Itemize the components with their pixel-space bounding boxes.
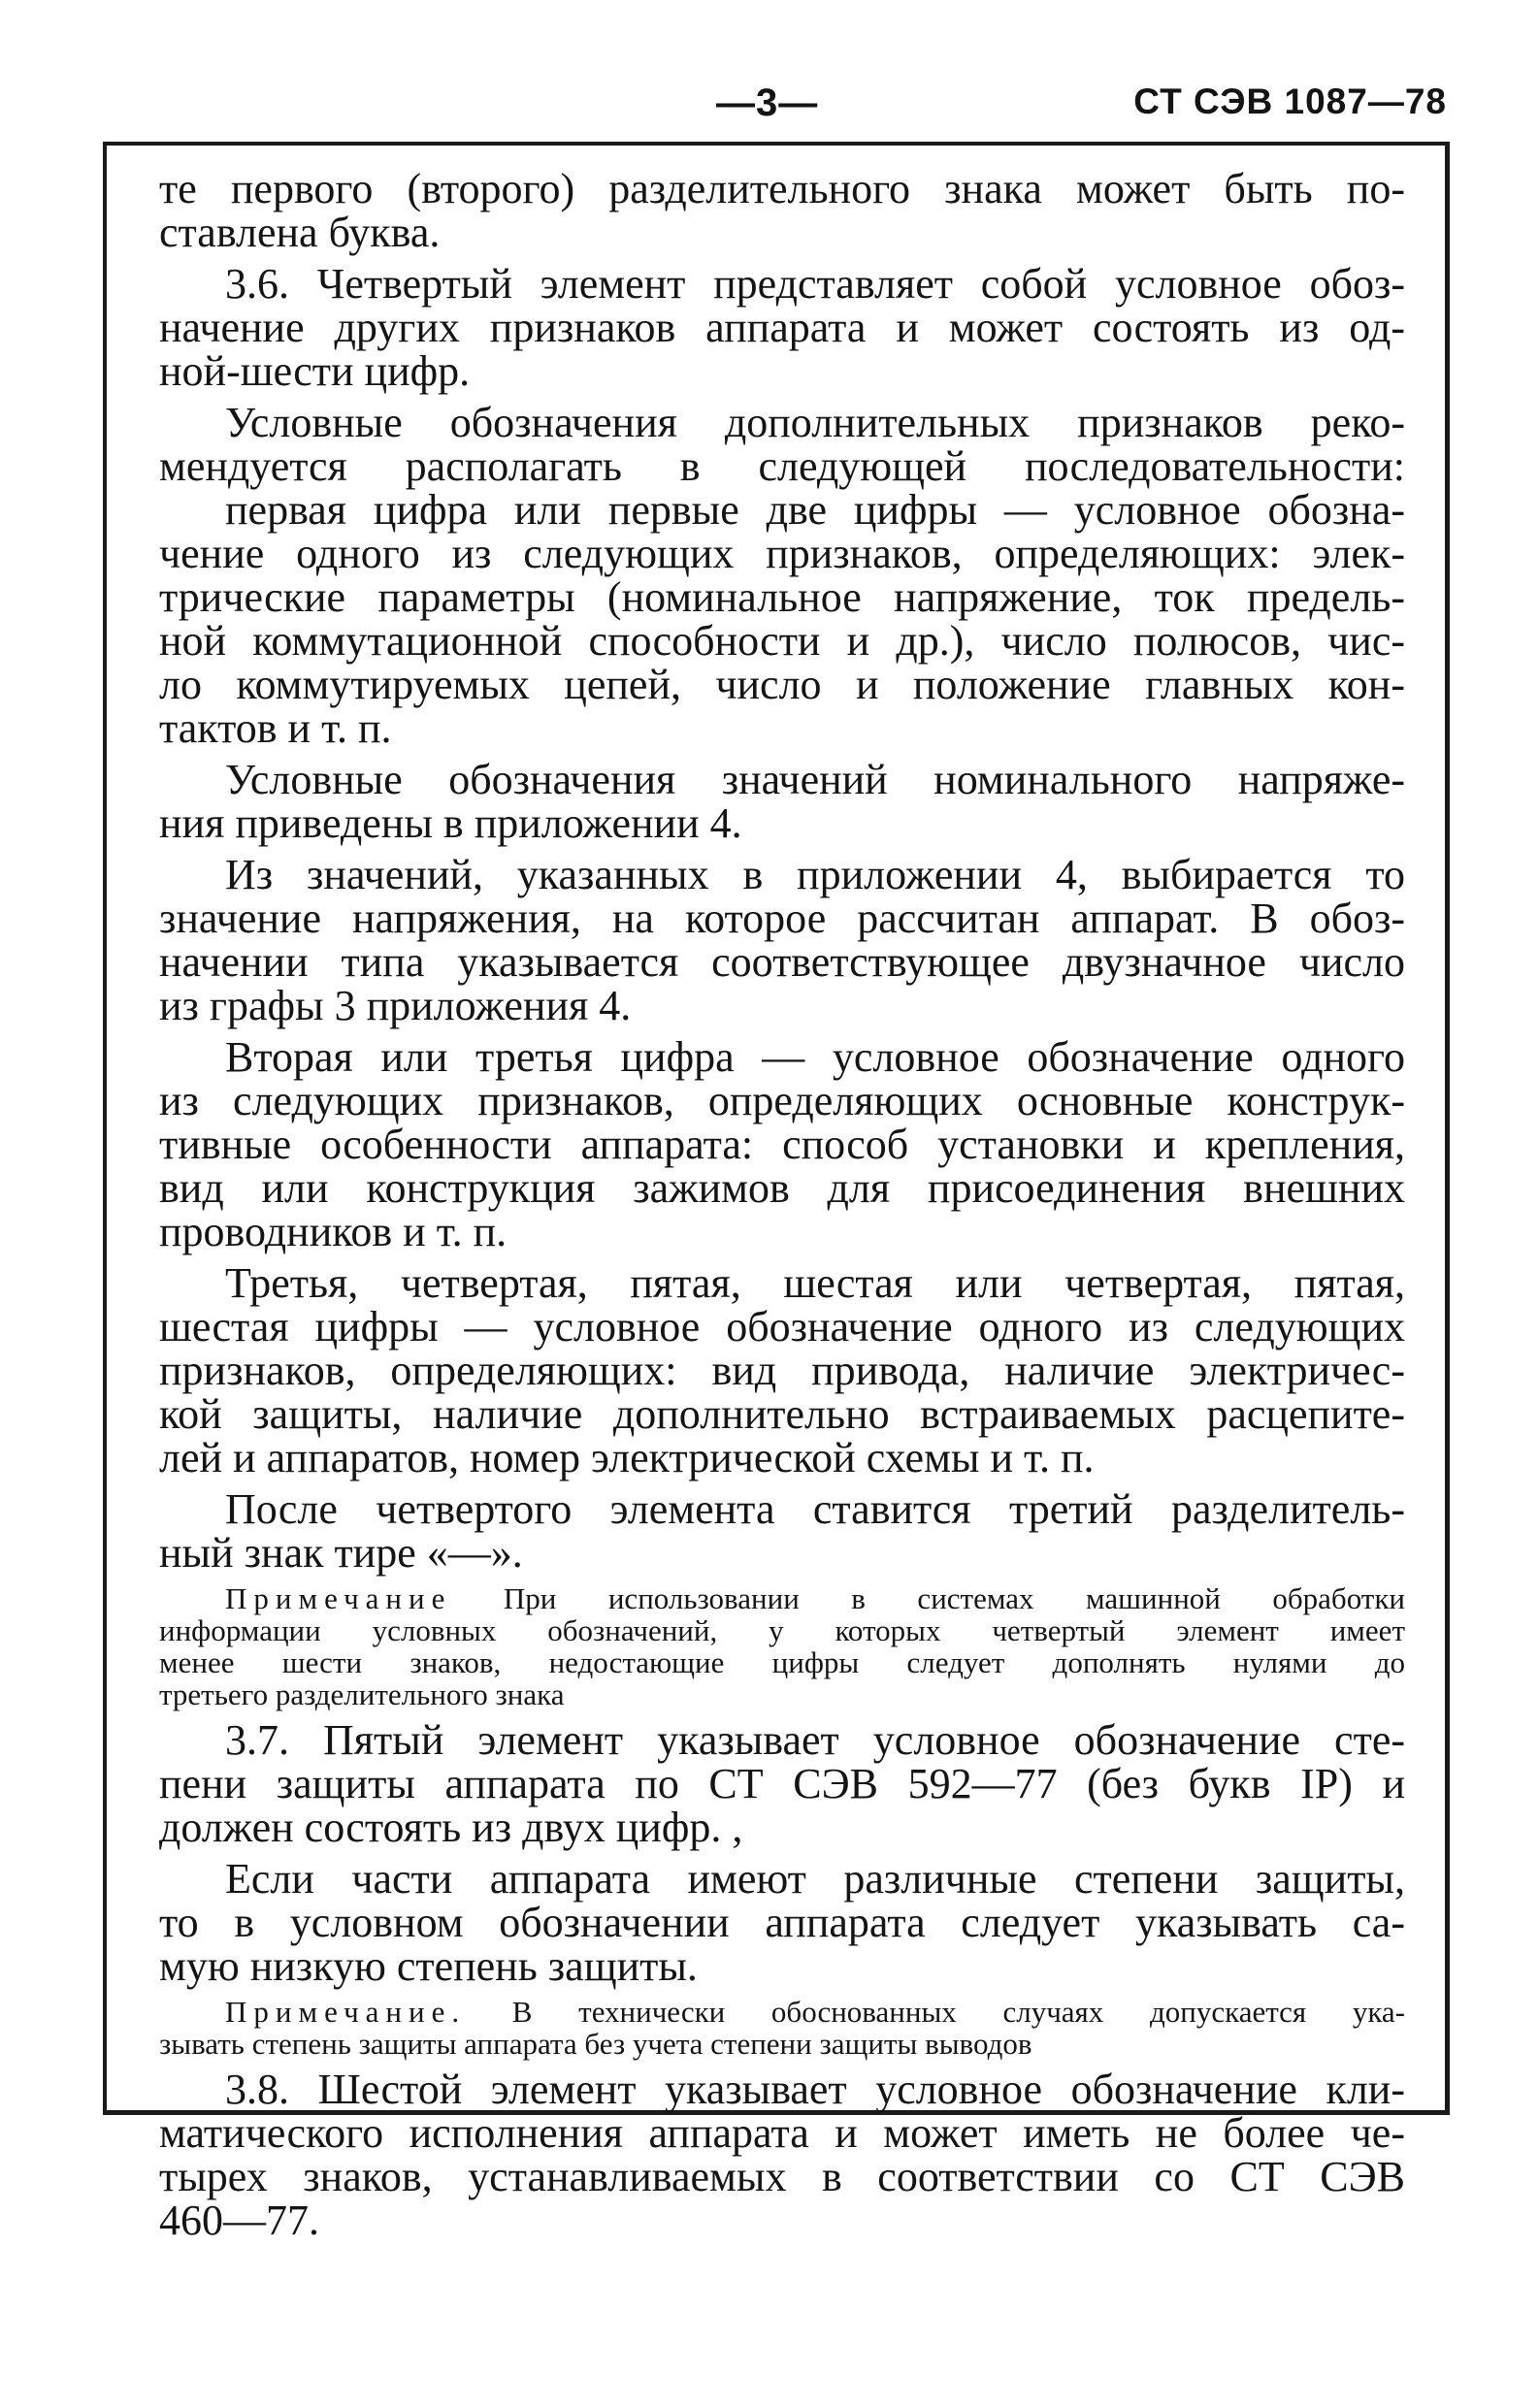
text-line: Условные обозначения дополнительных признаков реко- [225, 399, 1405, 446]
text-line: Из значений, указанных в приложении 4, выбирается то [225, 851, 1405, 898]
text-line: лей и аппаратов, номер электрической схемы и т. п. [159, 1434, 1095, 1481]
note-1-label: Примечание [225, 1581, 452, 1615]
standard-code: СТ СЭВ 1087—78 [1133, 81, 1447, 121]
text-line: мую низкую степень защиты. [159, 1942, 698, 1990]
page-number: —3— [716, 81, 819, 124]
text-line: После четвертого элемента ставится третий разделитель- [225, 1485, 1405, 1533]
text-line: из следующих признаков, определяющих основные конструк- [159, 1077, 1405, 1124]
note-1-line: информации условных обозначений, у которых четвертый элемент имеет [159, 1613, 1405, 1647]
text-line: Условные обозначения значений номинального напряже- [225, 756, 1405, 803]
text-line: пени защиты аппарата по СТ СЭВ 592—77 (без букв IP) и [159, 1760, 1405, 1807]
text-line: признаков, определяющих: вид привода, наличие электричес- [159, 1347, 1405, 1394]
note-2-label: Примечание. [225, 1995, 467, 2029]
text-line: из графы 3 приложения 4. [159, 982, 632, 1029]
text-line: ной коммутационной способности и др.), число полюсов, чис- [159, 617, 1405, 665]
text-line: 460—77. [159, 2196, 319, 2244]
text-line: проводников и т. п. [159, 1208, 508, 1255]
text-line: первая цифра или первые две цифры — условное обозна- [225, 486, 1405, 534]
text-line: тивные особенности аппарата: способ установки и крепления, [159, 1121, 1405, 1168]
text-line: трические параметры (номинальное напряжение, ток предель- [159, 573, 1405, 621]
text-line: то в условном обозначении аппарата следует указывать са- [159, 1899, 1405, 1946]
note-1-first-line [159, 1582, 1405, 1614]
text-line: кой защиты, наличие дополнительно встраиваемых расцепите- [159, 1390, 1405, 1438]
section-3-8-heading: 3.8. Шестой элемент указывает условное обозначение кли- [225, 2066, 1405, 2113]
text-line: ло коммутируемых цепей, число и положение главных кон- [159, 661, 1405, 708]
note-2-text: В технически обоснованных случаях допускается ука- [511, 1995, 1405, 2029]
text-line: ной-шести цифр. [159, 347, 471, 395]
text-line: Вторая или третья цифра — условное обозначение одного [225, 1033, 1405, 1081]
text-line: Третья, четвертая, пятая, шестая или четвертая, пятая, [225, 1259, 1405, 1307]
text-line: ставлена буква. [159, 209, 441, 256]
text-line: Если части аппарата имеют различные степени защиты, [225, 1855, 1405, 1903]
note-2-line: зывать степень защиты аппарата без учета степени защиты выводов [159, 2027, 1032, 2061]
text-line: должен состоять из двух цифр. , [159, 1804, 743, 1851]
note-2-first-line [159, 1996, 1405, 2028]
text-line: начение других признаков аппарата и может состоять из од- [159, 304, 1405, 351]
document-body [159, 167, 1405, 2242]
note-1-text: При использовании в системах машинной обработки [503, 1581, 1405, 1615]
text-line: ный знак тире «—». [159, 1529, 523, 1577]
text-line: тырех знаков, устанавливаемых в соответствии со СТ СЭВ [159, 2153, 1405, 2200]
note-2 [159, 1996, 1405, 2060]
section-3-7-heading: 3.7. Пятый элемент указывает условное обозначение сте- [225, 1716, 1405, 1764]
text-line: мендуется располагать в следующей последовательности: [159, 442, 1405, 490]
text-line: чение одного из следующих признаков, определяющих: элек- [159, 530, 1405, 577]
note-1 [159, 1582, 1405, 1710]
text-line: те первого (второго) разделительного знака может быть по- [159, 165, 1405, 212]
text-line: значение напряжения, на которое рассчитан аппарат. В обоз- [159, 895, 1405, 942]
text-line: ния приведены в приложении 4. [159, 799, 742, 847]
page-header [0, 81, 1539, 130]
note-1-line: менее шести знаков, недостающие цифры следует дополнять нулями до [159, 1645, 1405, 1679]
text-line: тактов и т. п. [159, 704, 392, 752]
section-3-6-heading: 3.6. Четвертый элемент представляет собой условное обоз- [225, 260, 1405, 308]
text-line: начении типа указывается соответствующее двузначное число [159, 938, 1405, 986]
note-1-line: третьего разделительного знака [159, 1677, 565, 1711]
text-line: вид или конструкция зажимов для присоединения внешних [159, 1164, 1405, 1212]
text-line: шестая цифры — условное обозначение одного из следующих [159, 1303, 1405, 1350]
text-line: матического исполнения аппарата и может иметь не более че- [159, 2109, 1405, 2157]
